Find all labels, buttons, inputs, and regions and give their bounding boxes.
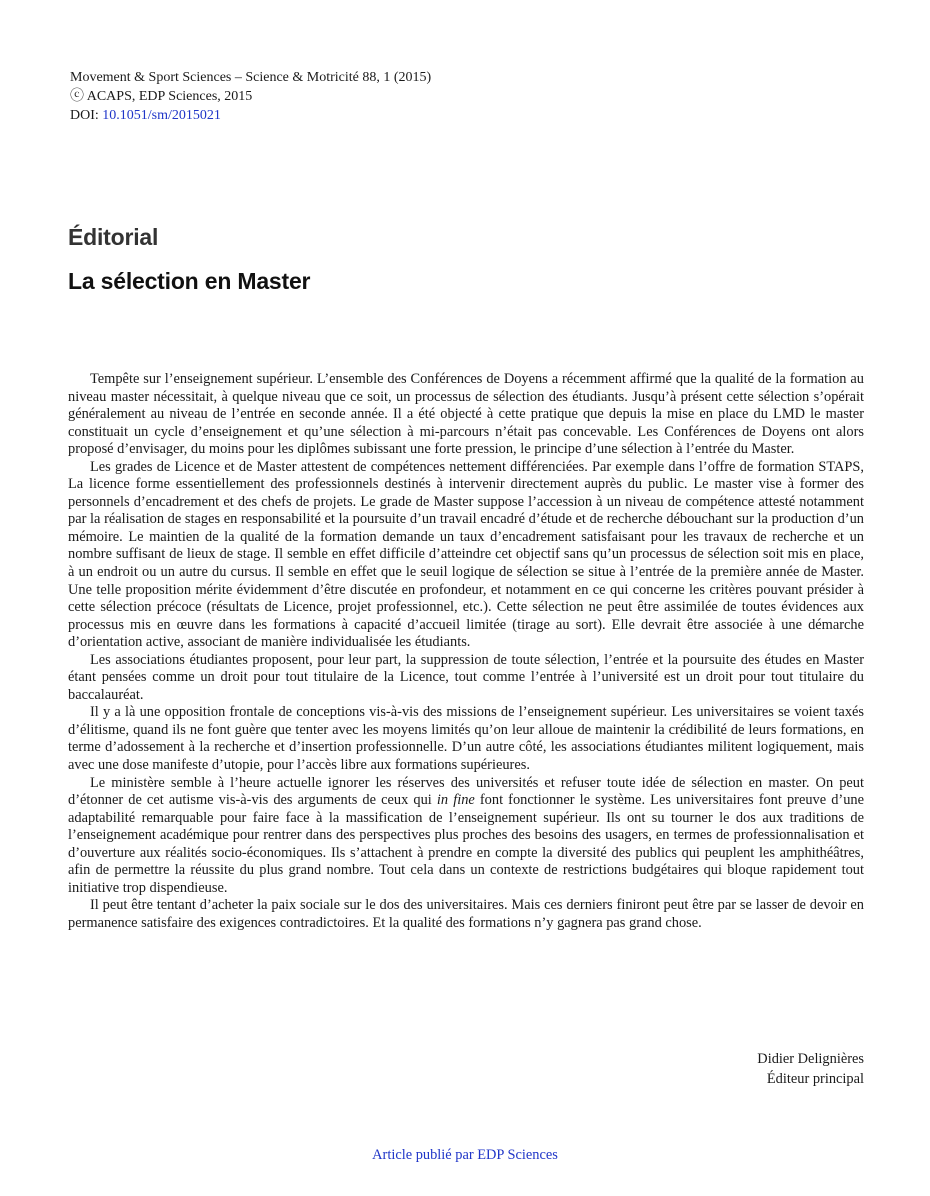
doi-label: DOI: bbox=[70, 108, 103, 123]
paragraph-6: Il peut être tentant d’acheter la paix sociale sur le dos des universitaires. Mais ces derniers finiront peut être par se lasser de devoir en permanence satisfaire des exigences contradictoires. Et la qualité des formations n’y gagnera pas grand chose. bbox=[68, 897, 864, 931]
paragraph-5 bbox=[68, 775, 864, 898]
signature-block bbox=[757, 1049, 864, 1089]
paragraph-3: Les associations étudiantes proposent, pour leur part, la suppression de toute sélection, l’entrée et la poursuite des études en Master étant pensées comme un droit pour tout titulaire de la Licence, tout comme l’entrée à l’université est un droit pour tout titulaire du baccalauréat. bbox=[68, 651, 864, 703]
paragraph-2: Les grades de Licence et de Master attestent de compétences nettement différenciées. Par exemple dans l’offre de formation STAPS, La licence forme essentiellement des professionnels destinés à intervenir directement auprès du public. Le master vise à former des personnels d’encadrement et des chefs de projets. Le grade de Master suppose l’accession à un niveau de compétence attesté notamment par la réalisation de stages en responsabilité et la poursuite d’un travail encadré d’étude et de recherche débouchant sur la production d’un mémoire. Le maintien de la qualité de la formation demande un taux d’encadrement satisfaisant pour les travaux de recherche et un nombre suffisant de lieux de stage. Il semble en effet difficile d’atteindre cet objectif sans qu’un processus de sélection soit mis en place, à un endroit ou un autre du cursus. Il semble en effet que le seuil logique de sélection se situe à l’entrée de la première année de Master. Une telle proposition mérite évidemment d’être discutée en profondeur, et notamment en ce qui concerne les critères pouvant présider à cette sélection précoce (résultats de Licence, projet professionnel, etc.). Cette sélection ne peut être assimilée de toutes évidences aux processus mis en œuvre dans les formations à capacité d’accueil limitée (tirage au sort). Elle devrait être associée à une démarche d’orientation active, associant de manière individualisée les étudiants. bbox=[68, 458, 864, 651]
author-role: Éditeur principal bbox=[766, 1071, 864, 1087]
article-body bbox=[68, 371, 864, 933]
paragraph-5-start: Le ministère semble à l’heure actuelle ignorer les réserves des universités et refuser toute idée de sélection en master. On peut d’étonner de cet autisme vis-à-vis des arguments de ceux qui bbox=[68, 774, 864, 809]
doi-link[interactable]: 10.1051/sm/2015021 bbox=[102, 108, 221, 123]
doi-line bbox=[70, 106, 431, 125]
copyright-line: ⓒ ACAPS, EDP Sciences, 2015 bbox=[70, 89, 253, 104]
author-name: Didier Delignières bbox=[757, 1051, 864, 1067]
journal-header bbox=[70, 68, 431, 125]
section-label: Éditorial bbox=[68, 224, 159, 250]
paragraph-1: Tempête sur l’enseignement supérieur. L’ensemble des Conférences de Doyens a récemment affirmé que la qualité de la formation au niveau master nécessitait, à quelque niveau que ce soit, un processus de sélection des étudiants. Jusqu’à présent cette sélection s’opérait généralement au niveau de l’entrée en seconde année. Il a été objecté à cette pratique que depuis la mise en place du LMD le master constituait un cycle d’enseignement et qu’une sélection à mi-parcours n’était pas concevable. Les Conférences de Doyens ont alors proposé d’envisager, du moins pour les diplômes subissant une forte pression, le principe d’une sélection à l’entrée du Master. bbox=[68, 371, 864, 458]
paragraph-4: Il y a là une opposition frontale de conceptions vis-à-vis des missions de l’enseignement supérieur. Les universitaires se voient taxés d’élitisme, quand ils ne font guère que tenter avec les moyens limités qu’on leur alloue de maintenir la crédibilité de leurs formations, en terme d’adossement à la recherche et d’insertion professionnelle. D’un autre côté, les associations étudiantes militent logiquement, mais avec une dose manifeste d’utopie, pour l’accès libre aux formations supérieures. bbox=[68, 704, 864, 774]
journal-citation: Movement & Sport Sciences – Science & Motricité 88, 1 (2015) bbox=[70, 70, 432, 85]
article-title: La sélection en Master bbox=[68, 268, 311, 294]
publisher-footer-link[interactable]: Article publié par EDP Sciences bbox=[372, 1147, 558, 1163]
emphasis-in-fine: in fine bbox=[436, 792, 475, 809]
paragraph-5-end: font fonctionner le système. Les universitaires font preuve d’une adaptabilité remarquable pour faire face à la massification de l’enseignement supérieur. Ils ont su tourner le dos aux traditions de l’enseignement académique pour rentrer dans des perspectives plus proches des besoins des usagers, en termes de professionnalisation et d’ouverture aux réalités socio-économiques. Ils s’attachent à prendre en compte la diversité des publics qui peuplent les amphithéâtres, afin de permettre la réussite du plus grand nombre. Tout cela dans un contexte de restrictions budgétaires qui bloque rapidement tout initiative trop dispendieuse. bbox=[68, 792, 865, 896]
